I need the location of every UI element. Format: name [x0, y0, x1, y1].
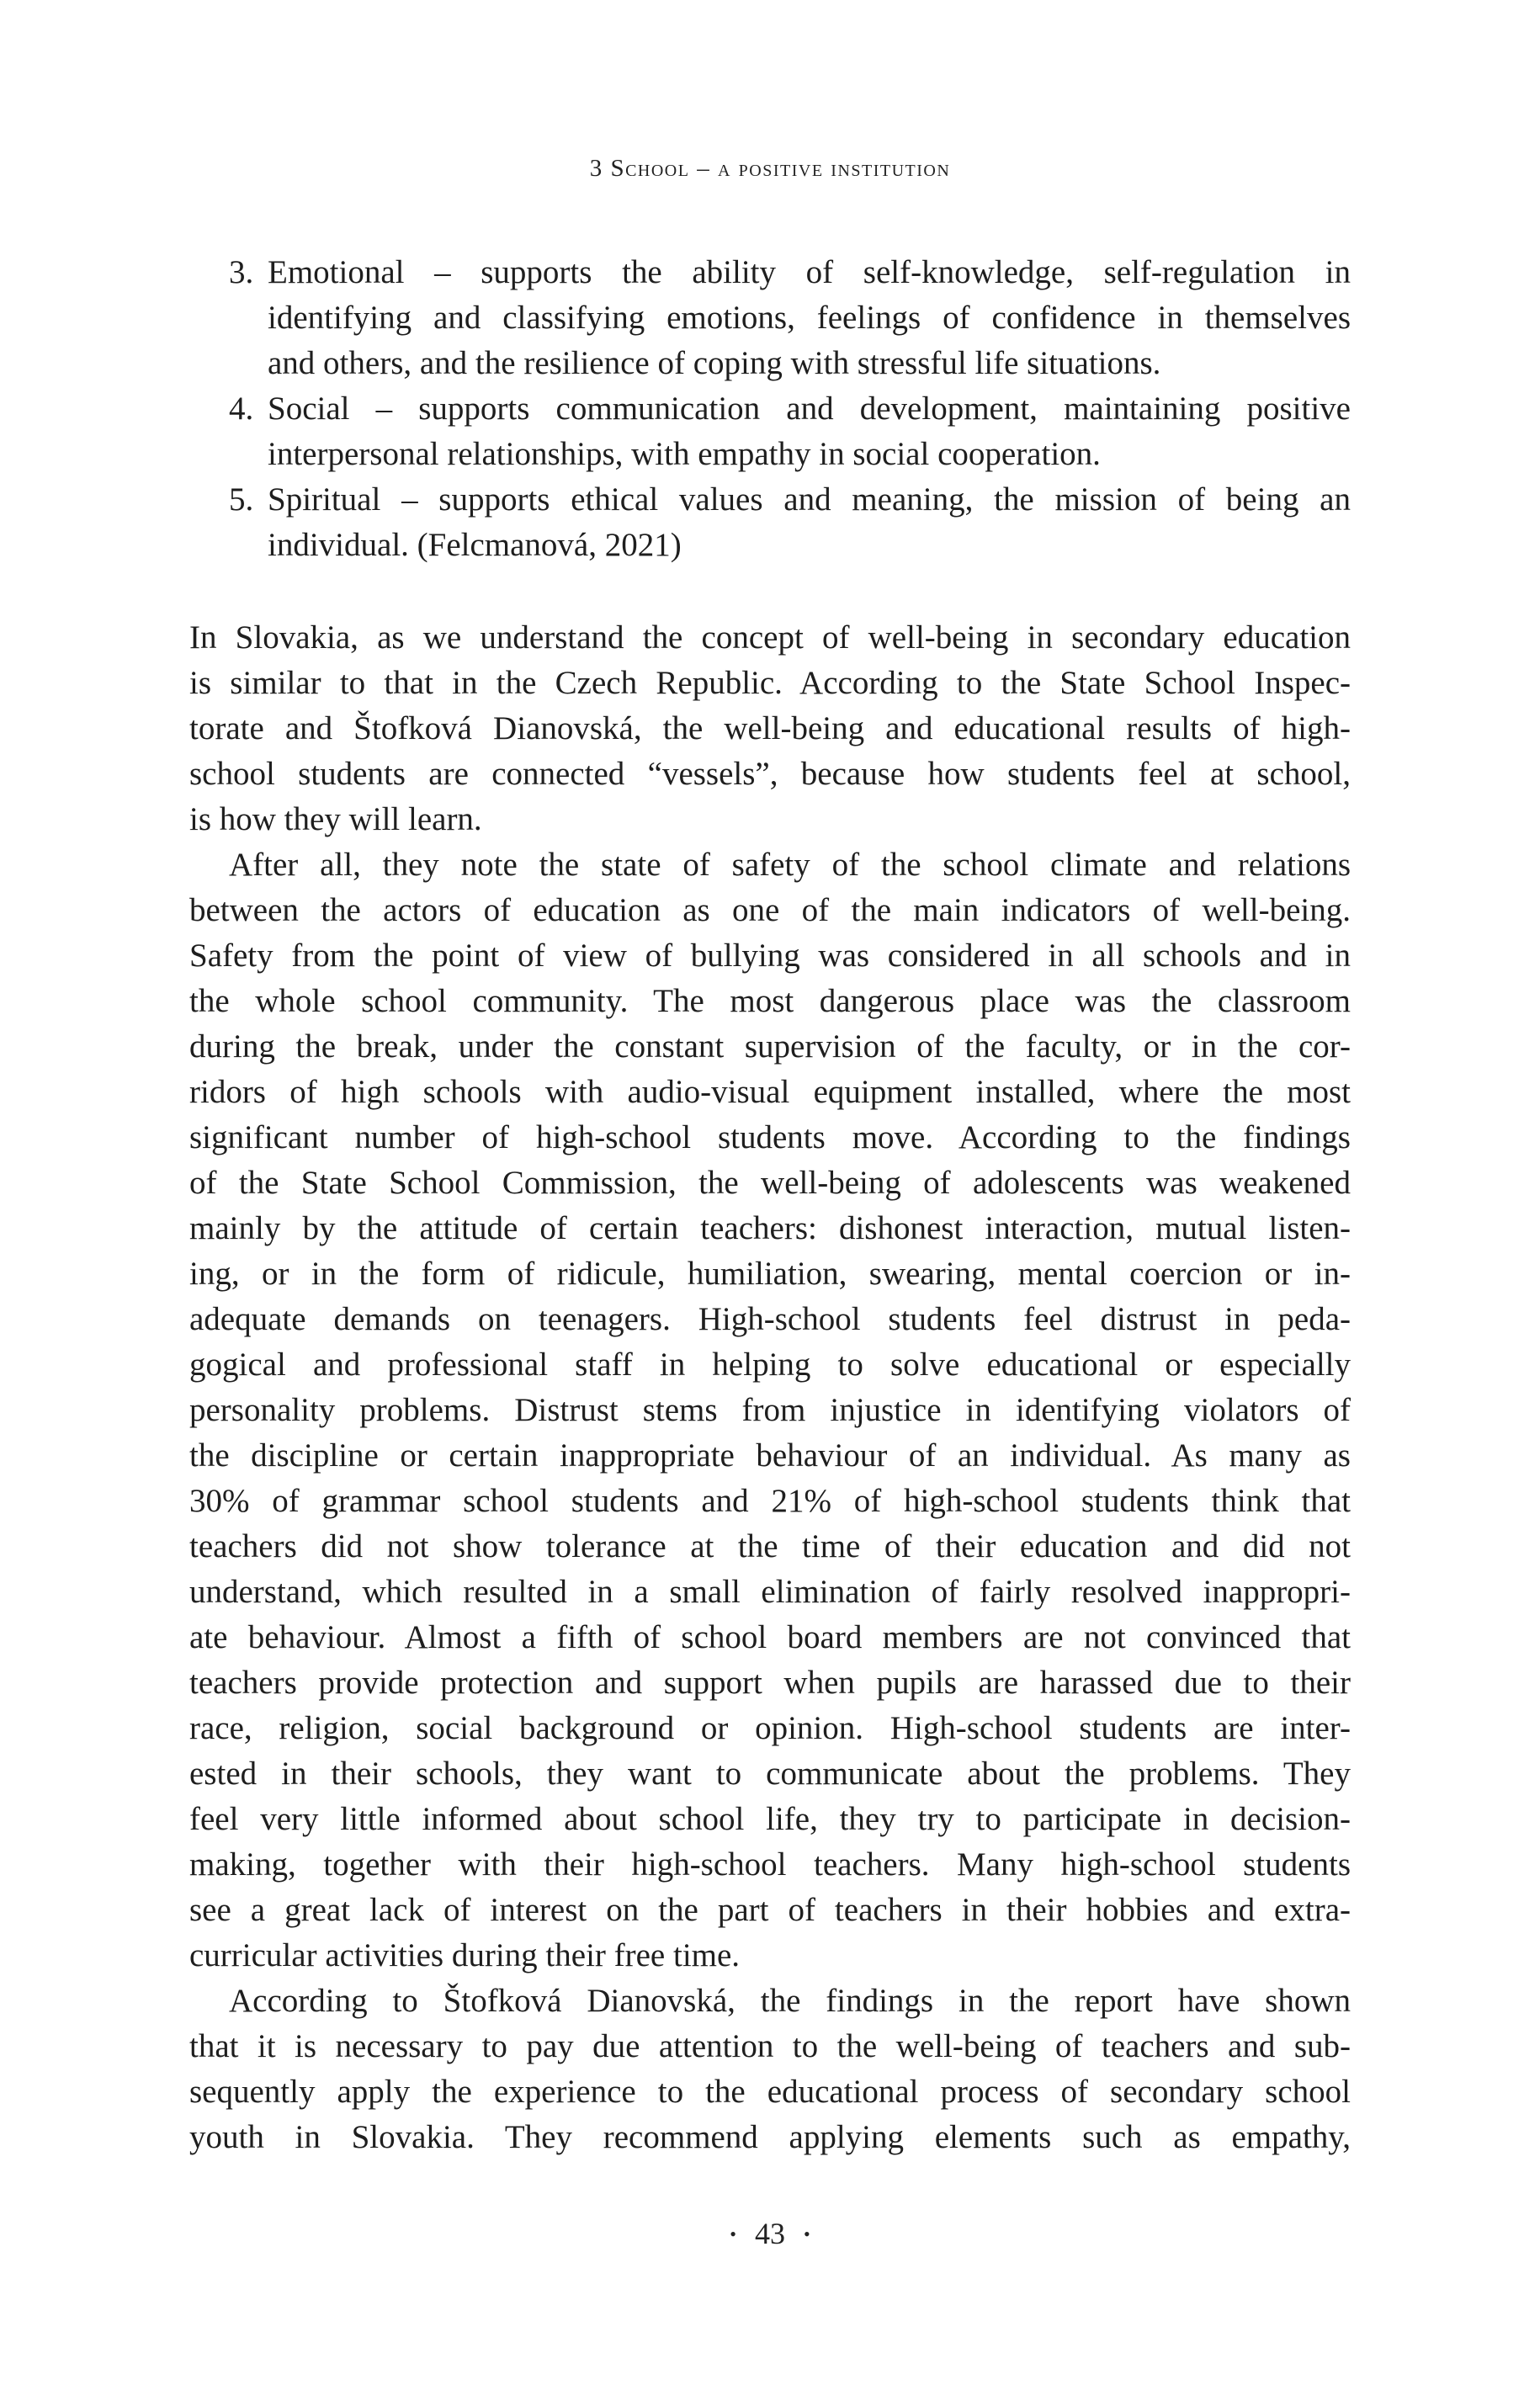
text-line: understand, which resulted in a small elimination of fairly resolved inappropri-	[189, 1574, 1351, 1610]
body-text	[189, 615, 1351, 2160]
list-number: 5.	[229, 481, 254, 518]
text-line: Safety from the point of view of bullying was considered in all schools and in	[189, 938, 1351, 974]
text-line: see a great lack of interest on the part of teachers in their hobbies and extra-	[189, 1892, 1351, 1928]
page-number: 43	[755, 2217, 785, 2250]
text-line: After all, they note the state of safety of the school climate and relations	[229, 847, 1351, 883]
text-line: ing, or in the form of ridicule, humiliation, swearing, mental coercion or in-	[189, 1256, 1351, 1292]
text-line: 30% of grammar school students and 21% of high-school students think that	[189, 1483, 1351, 1519]
text-line: identifying and classifying emotions, feelings of confidence in themselves	[268, 300, 1351, 336]
text-line: adequate demands on teenagers. High-school students feel distrust in peda-	[189, 1301, 1351, 1337]
text-line: and others, and the resilience of coping with stressful life situations.	[268, 345, 1161, 381]
text-line: significant number of high-school students move. According to the findings	[189, 1119, 1351, 1155]
text-line: race, religion, social background or opinion. High-school students are inter-	[189, 1710, 1351, 1746]
paragraph	[189, 842, 1351, 1979]
text-line: of the State School Commission, the well-being of adolescents was weakened	[189, 1165, 1351, 1201]
text-line: feel very little informed about school life, they try to participate in decision-	[189, 1801, 1351, 1837]
text-line: individual. (Felcmanová, 2021)	[268, 527, 682, 563]
text-line: the discipline or certain inappropriate behaviour of an individual. As many as	[189, 1437, 1351, 1474]
text-line: during the break, under the constant supervision of the faculty, or in the cor-	[189, 1028, 1351, 1065]
text-line: mainly by the attitude of certain teachers: dishonest interaction, mutual listen-	[189, 1210, 1351, 1246]
running-head: 3 School – a positive institution	[589, 155, 951, 182]
list-item	[189, 250, 1351, 386]
text-line: youth in Slovakia. They recommend applying elements such as empathy,	[189, 2119, 1351, 2155]
text-line: According to Štofková Dianovská, the findings in the report have shown	[229, 1983, 1351, 2019]
text-line: curricular activities during their free time.	[189, 1937, 741, 1973]
text-line: ested in their schools, they want to communicate about the problems. They	[189, 1756, 1351, 1792]
text-line: that it is necessary to pay due attention to the well-being of teachers and sub-	[189, 2028, 1351, 2064]
page-footer	[0, 2215, 1540, 2253]
text-line: school students are connected “vessels”, because how students feel at school,	[189, 756, 1351, 792]
list-number: 3.	[229, 254, 254, 290]
paragraph	[189, 1979, 1351, 2160]
text-line: teachers provide protection and support when pupils are harassed due to their	[189, 1665, 1351, 1701]
text-line: Spiritual – supports ethical values and meaning, the mission of being an	[268, 481, 1351, 518]
text-line: the whole school community. The most dangerous place was the classroom	[189, 983, 1351, 1019]
list-item	[189, 386, 1351, 477]
ornament-bullet-left: •	[730, 2223, 736, 2244]
text-line: sequently apply the experience to the educational process of secondary school	[189, 2074, 1351, 2110]
text-line: torate and Štofková Dianovská, the well-being and educational results of high-	[189, 710, 1351, 746]
text-line: interpersonal relationships, with empathy in social cooperation.	[268, 436, 1101, 472]
text-line: is how they will learn.	[189, 801, 482, 837]
text-line: is similar to that in the Czech Republic. According to the State School Inspec-	[189, 665, 1351, 701]
list-item	[189, 477, 1351, 568]
ornament-bullet-right: •	[804, 2223, 810, 2244]
text-line: In Slovakia, as we understand the concept of well-being in secondary education	[189, 619, 1351, 656]
text-line: teachers did not show tolerance at the time of their education and did not	[189, 1528, 1351, 1564]
text-line: Social – supports communication and development, maintaining positive	[268, 390, 1351, 427]
text-line: Emotional – supports the ability of self-knowledge, self-regulation in	[268, 254, 1351, 290]
text-line: making, together with their high-school teachers. Many high-school students	[189, 1846, 1351, 1883]
text-line: between the actors of education as one of the main indicators of well-being.	[189, 892, 1351, 928]
text-line: gogical and professional staff in helping to solve educational or especially	[189, 1347, 1351, 1383]
paragraph	[189, 615, 1351, 842]
list-number: 4.	[229, 390, 254, 427]
text-line: personality problems. Distrust stems from injustice in identifying violators of	[189, 1392, 1351, 1428]
text-line: ridors of high schools with audio-visual equipment installed, where the most	[189, 1074, 1351, 1110]
numbered-list	[189, 250, 1351, 568]
text-line: ate behaviour. Almost a fifth of school board members are not convinced that	[189, 1619, 1351, 1655]
